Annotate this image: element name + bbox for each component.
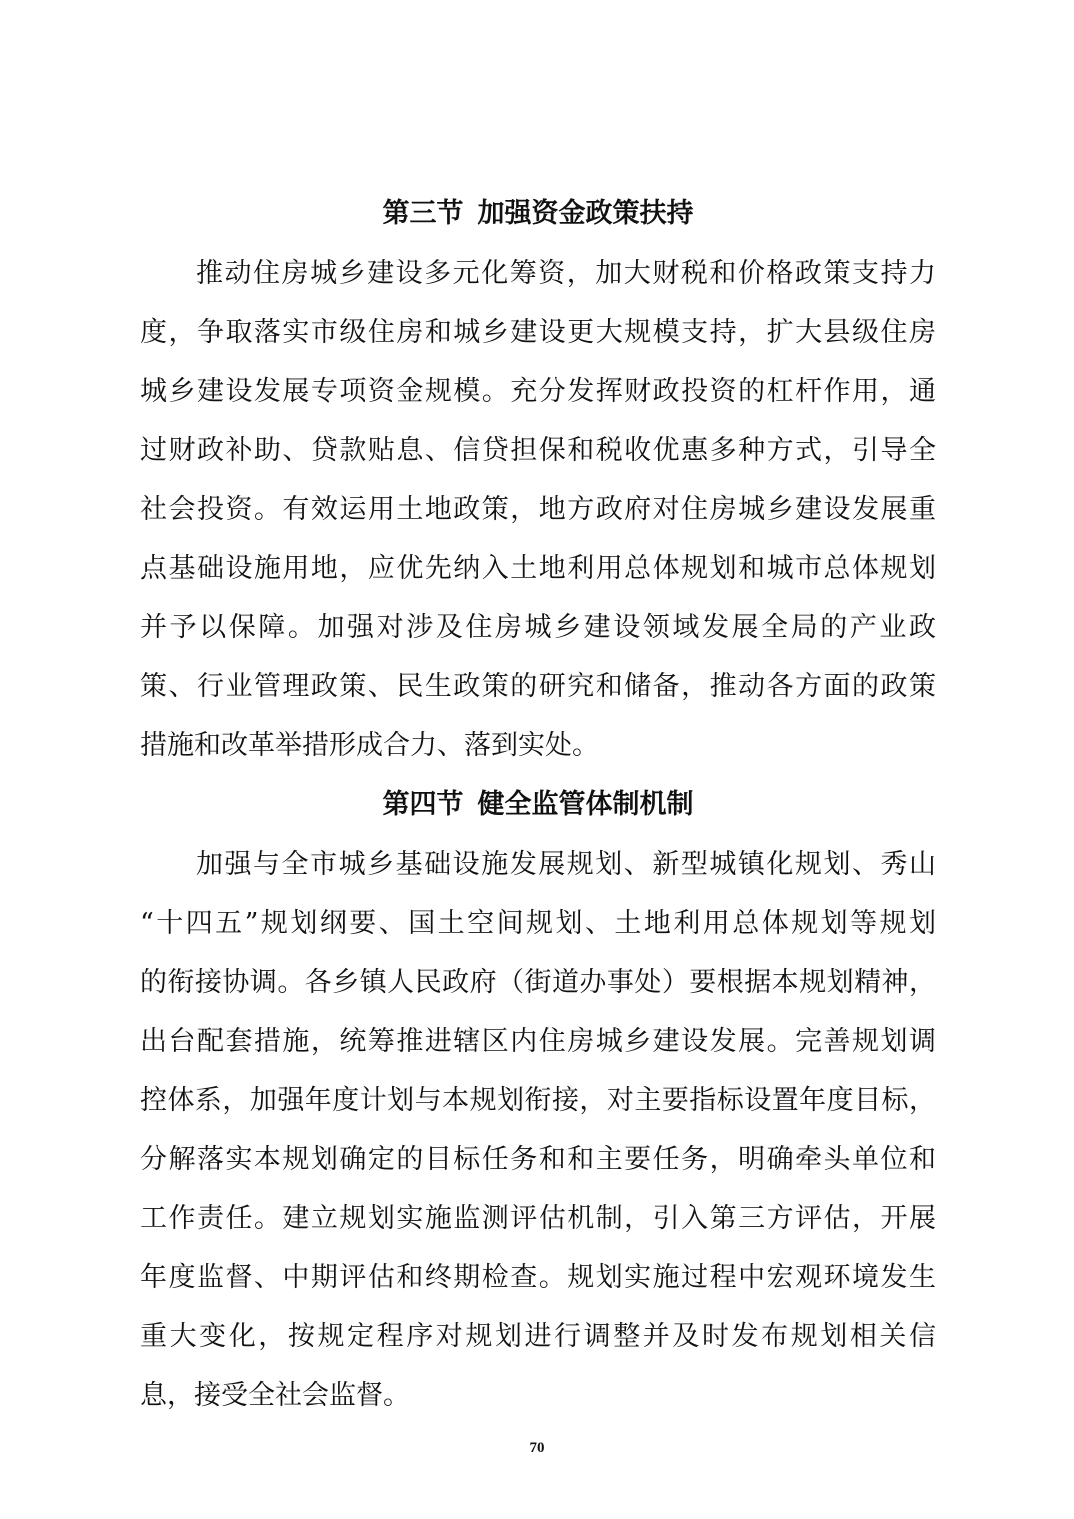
paragraph-line: 加强与全市城乡基础设施发展规划、新型城镇化规划、秀山 [196,849,936,880]
paragraph-line: 过财政补助、贷款贴息、信贷担保和税收优惠多种方式，引导全 [140,435,936,466]
section-title: 健全监管体制机制 [477,789,694,820]
paragraph-line: 社会投资。有效运用土地政策，地方政府对住房城乡建设发展重 [140,494,936,525]
section-3 [140,184,936,775]
paragraph-line: 城乡建设发展专项资金规模。充分发挥财政投资的杠杆作用，通 [140,376,936,407]
paragraph-line: “十四五”规划纲要、国土空间规划、土地利用总体规划等规划 [140,908,936,939]
section-number: 第三节 [382,198,464,229]
page-content [140,184,936,1425]
paragraph-line: 出台配套措施，统筹推进辖区内住房城乡建设发展。完善规划调 [140,1026,936,1057]
page-number: 70 [529,1440,545,1456]
paragraph-line: 度，争取落实市级住房和城乡建设更大规模支持，扩大县级住房 [140,317,936,348]
paragraph-line: 重大变化，按规定程序对规划进行调整并及时发布规划相关信 [140,1321,936,1352]
paragraph-line: 工作责任。建立规划实施监测评估机制，引入第三方评估，开展 [140,1203,936,1234]
paragraph-line: 策、行业管理政策、民生政策的研究和储备，推动各方面的政策 [140,671,936,702]
paragraph-line: 年度监督、中期评估和终期检查。规划实施过程中宏观环境发生 [140,1262,936,1293]
paragraph-line: 点基础设施用地，应优先纳入土地利用总体规划和城市总体规划 [140,553,936,584]
paragraph-line: 措施和改革举措形成合力、落到实处。 [140,730,599,761]
section-4 [140,775,936,1425]
paragraph-line: 控体系，加强年度计划与本规划衔接，对主要指标设置年度目标， [140,1085,936,1116]
section-number: 第四节 [382,789,464,820]
section-heading [140,775,936,835]
paragraph-line: 并予以保障。加强对涉及住房城乡建设领域发展全局的产业政 [140,612,936,643]
paragraph-line: 的衔接协调。各乡镇人民政府（街道办事处）要根据本规划精神， [140,967,936,998]
section-paragraph [140,835,936,1425]
section-title: 加强资金政策扶持 [477,198,694,229]
section-paragraph [140,244,936,775]
paragraph-line: 息，接受全社会监督。 [140,1380,410,1411]
paragraph-line: 分解落实本规划确定的目标任务和和主要任务，明确牵头单位和 [140,1144,936,1175]
paragraph-line: 推动住房城乡建设多元化筹资，加大财税和价格政策支持力 [196,258,936,289]
section-heading [140,184,936,244]
